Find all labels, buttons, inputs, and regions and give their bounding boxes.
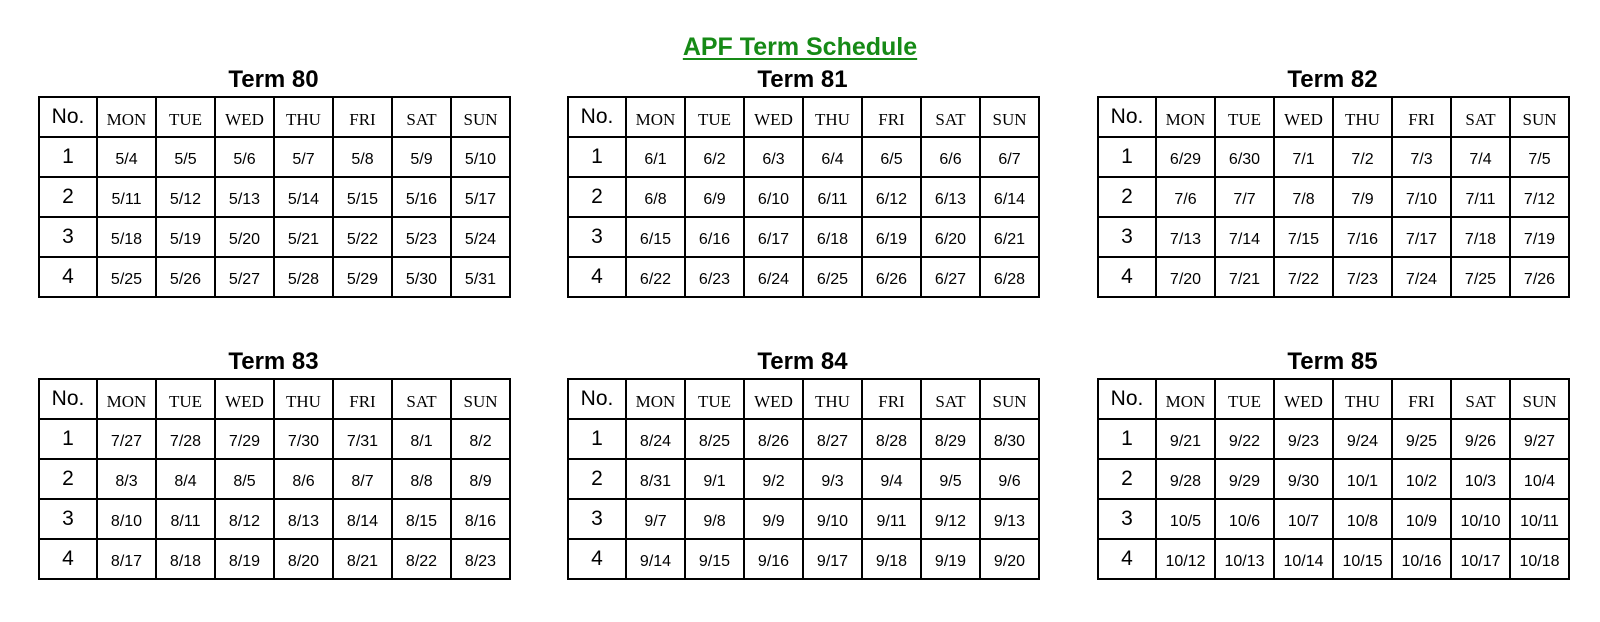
header-row: [39, 97, 510, 137]
date-cell: 6/3: [744, 137, 803, 177]
day-header: THU: [274, 379, 333, 419]
table-row: [568, 177, 1039, 217]
day-header: TUE: [156, 97, 215, 137]
date-cell: 7/20: [1156, 257, 1215, 297]
date-cell: 5/18: [97, 217, 156, 257]
date-cell: 10/10: [1451, 499, 1510, 539]
header-row: [39, 379, 510, 419]
date-cell: 9/28: [1156, 459, 1215, 499]
table-row: [1098, 539, 1569, 579]
date-cell: 9/5: [921, 459, 980, 499]
date-cell: 5/10: [451, 137, 510, 177]
row-number: 2: [568, 459, 626, 499]
date-cell: 8/21: [333, 539, 392, 579]
header-row: [568, 379, 1039, 419]
day-header: SAT: [1451, 379, 1510, 419]
row-number: 1: [1098, 419, 1156, 459]
day-header: SUN: [980, 97, 1039, 137]
date-cell: 10/15: [1333, 539, 1392, 579]
date-cell: 8/31: [626, 459, 685, 499]
date-cell: 8/8: [392, 459, 451, 499]
day-header: MON: [1156, 379, 1215, 419]
date-cell: 5/14: [274, 177, 333, 217]
date-cell: 8/10: [97, 499, 156, 539]
date-cell: 6/2: [685, 137, 744, 177]
row-number: 1: [39, 137, 97, 177]
date-cell: 9/23: [1274, 419, 1333, 459]
day-header: SUN: [451, 379, 510, 419]
date-cell: 6/14: [980, 177, 1039, 217]
no-header: No.: [1098, 97, 1156, 137]
page-title: [0, 32, 1600, 62]
date-cell: 5/23: [392, 217, 451, 257]
date-cell: 7/24: [1392, 257, 1451, 297]
date-cell: 5/5: [156, 137, 215, 177]
date-cell: 8/30: [980, 419, 1039, 459]
table-row: [1098, 137, 1569, 177]
term-table: [1097, 96, 1570, 298]
day-header: SAT: [392, 97, 451, 137]
date-cell: 10/4: [1510, 459, 1569, 499]
row-number: 4: [1098, 539, 1156, 579]
date-cell: 8/23: [451, 539, 510, 579]
table-row: [568, 217, 1039, 257]
table-row: [1098, 459, 1569, 499]
date-cell: 10/17: [1451, 539, 1510, 579]
date-cell: 9/2: [744, 459, 803, 499]
term-table: [38, 96, 511, 298]
date-cell: 9/6: [980, 459, 1039, 499]
date-cell: 7/11: [1451, 177, 1510, 217]
date-cell: 10/11: [1510, 499, 1569, 539]
term-title: Term 81: [757, 66, 848, 93]
term-title: Term 84: [757, 348, 848, 375]
day-header: FRI: [1392, 97, 1451, 137]
date-cell: 6/26: [862, 257, 921, 297]
date-cell: 9/29: [1215, 459, 1274, 499]
term-table: [567, 96, 1040, 298]
day-header: THU: [803, 97, 862, 137]
date-cell: 9/25: [1392, 419, 1451, 459]
date-cell: 8/17: [97, 539, 156, 579]
date-cell: 8/27: [803, 419, 862, 459]
table-row: [39, 539, 510, 579]
date-cell: 10/8: [1333, 499, 1392, 539]
row-number: 4: [1098, 257, 1156, 297]
no-header: No.: [568, 97, 626, 137]
day-header: SUN: [451, 97, 510, 137]
day-header: WED: [1274, 97, 1333, 137]
date-cell: 9/13: [980, 499, 1039, 539]
date-cell: 10/12: [1156, 539, 1215, 579]
date-cell: 6/13: [921, 177, 980, 217]
date-cell: 6/8: [626, 177, 685, 217]
date-cell: 6/5: [862, 137, 921, 177]
date-cell: 6/24: [744, 257, 803, 297]
date-cell: 6/6: [921, 137, 980, 177]
row-number: 3: [39, 499, 97, 539]
date-cell: 9/8: [685, 499, 744, 539]
row-number: 3: [1098, 217, 1156, 257]
date-cell: 6/4: [803, 137, 862, 177]
date-cell: 7/16: [1333, 217, 1392, 257]
date-cell: 10/18: [1510, 539, 1569, 579]
day-header: SUN: [1510, 379, 1569, 419]
date-cell: 7/15: [1274, 217, 1333, 257]
row-number: 2: [568, 177, 626, 217]
date-cell: 6/11: [803, 177, 862, 217]
date-cell: 10/6: [1215, 499, 1274, 539]
date-cell: 8/14: [333, 499, 392, 539]
day-header: SUN: [1510, 97, 1569, 137]
date-cell: 8/19: [215, 539, 274, 579]
row-number: 4: [39, 539, 97, 579]
date-cell: 10/9: [1392, 499, 1451, 539]
table-row: [39, 137, 510, 177]
term-title: Term 83: [228, 348, 319, 375]
date-cell: 8/28: [862, 419, 921, 459]
day-header: THU: [1333, 97, 1392, 137]
date-cell: 6/10: [744, 177, 803, 217]
date-cell: 8/25: [685, 419, 744, 459]
table-row: [39, 499, 510, 539]
day-header: FRI: [333, 379, 392, 419]
date-cell: 8/22: [392, 539, 451, 579]
table-row: [39, 459, 510, 499]
date-cell: 7/4: [1451, 137, 1510, 177]
date-cell: 9/22: [1215, 419, 1274, 459]
page-title-text: APF Term Schedule: [682, 33, 918, 61]
term-block: [38, 64, 509, 298]
row-number: 1: [39, 419, 97, 459]
row-number: 2: [39, 459, 97, 499]
day-header: FRI: [862, 379, 921, 419]
date-cell: 9/18: [862, 539, 921, 579]
day-header: TUE: [1215, 97, 1274, 137]
row-number: 1: [1098, 137, 1156, 177]
day-header: THU: [803, 379, 862, 419]
day-header: THU: [1333, 379, 1392, 419]
row-number: 3: [568, 217, 626, 257]
term-title: Term 82: [1287, 66, 1378, 93]
date-cell: 9/16: [744, 539, 803, 579]
day-header: MON: [1156, 97, 1215, 137]
table-row: [1098, 217, 1569, 257]
date-cell: 8/13: [274, 499, 333, 539]
date-cell: 8/18: [156, 539, 215, 579]
date-cell: 7/27: [97, 419, 156, 459]
date-cell: 5/19: [156, 217, 215, 257]
row-number: 2: [1098, 459, 1156, 499]
day-header: SAT: [392, 379, 451, 419]
date-cell: 5/29: [333, 257, 392, 297]
day-header: WED: [215, 379, 274, 419]
date-cell: 10/3: [1451, 459, 1510, 499]
date-cell: 6/1: [626, 137, 685, 177]
date-cell: 5/4: [97, 137, 156, 177]
date-cell: 7/13: [1156, 217, 1215, 257]
day-header: SAT: [921, 97, 980, 137]
date-cell: 7/14: [1215, 217, 1274, 257]
term-title: Term 80: [228, 66, 319, 93]
date-cell: 8/5: [215, 459, 274, 499]
date-cell: 6/25: [803, 257, 862, 297]
term-title: Term 85: [1287, 348, 1378, 375]
date-cell: 6/28: [980, 257, 1039, 297]
no-header: No.: [39, 379, 97, 419]
date-cell: 7/18: [1451, 217, 1510, 257]
date-cell: 5/13: [215, 177, 274, 217]
day-header: WED: [215, 97, 274, 137]
date-cell: 7/30: [274, 419, 333, 459]
date-cell: 7/10: [1392, 177, 1451, 217]
day-header: WED: [744, 97, 803, 137]
row-number: 1: [568, 419, 626, 459]
term-block: [567, 346, 1038, 580]
table-row: [568, 459, 1039, 499]
day-header: SAT: [921, 379, 980, 419]
date-cell: 7/25: [1451, 257, 1510, 297]
date-cell: 5/7: [274, 137, 333, 177]
date-cell: 9/15: [685, 539, 744, 579]
date-cell: 5/16: [392, 177, 451, 217]
date-cell: 8/11: [156, 499, 215, 539]
row-number: 4: [39, 257, 97, 297]
table-row: [1098, 499, 1569, 539]
date-cell: 6/27: [921, 257, 980, 297]
date-cell: 7/29: [215, 419, 274, 459]
date-cell: 7/22: [1274, 257, 1333, 297]
table-row: [568, 257, 1039, 297]
date-cell: 7/5: [1510, 137, 1569, 177]
day-header: MON: [97, 97, 156, 137]
date-cell: 8/2: [451, 419, 510, 459]
date-cell: 5/11: [97, 177, 156, 217]
day-header: FRI: [862, 97, 921, 137]
date-cell: 9/4: [862, 459, 921, 499]
date-cell: 8/16: [451, 499, 510, 539]
date-cell: 5/27: [215, 257, 274, 297]
date-cell: 8/29: [921, 419, 980, 459]
date-cell: 9/3: [803, 459, 862, 499]
date-cell: 6/18: [803, 217, 862, 257]
date-cell: 9/26: [1451, 419, 1510, 459]
header-row: [1098, 97, 1569, 137]
date-cell: 7/26: [1510, 257, 1569, 297]
date-cell: 8/12: [215, 499, 274, 539]
date-cell: 6/30: [1215, 137, 1274, 177]
date-cell: 8/24: [626, 419, 685, 459]
date-cell: 6/19: [862, 217, 921, 257]
date-cell: 5/21: [274, 217, 333, 257]
date-cell: 7/31: [333, 419, 392, 459]
date-cell: 7/12: [1510, 177, 1569, 217]
date-cell: 5/26: [156, 257, 215, 297]
date-cell: 8/3: [97, 459, 156, 499]
date-cell: 5/15: [333, 177, 392, 217]
date-cell: 5/22: [333, 217, 392, 257]
date-cell: 5/12: [156, 177, 215, 217]
table-row: [39, 177, 510, 217]
date-cell: 9/11: [862, 499, 921, 539]
no-header: No.: [568, 379, 626, 419]
table-row: [568, 137, 1039, 177]
term-block: [567, 64, 1038, 298]
date-cell: 8/26: [744, 419, 803, 459]
date-cell: 7/1: [1274, 137, 1333, 177]
date-cell: 9/14: [626, 539, 685, 579]
date-cell: 6/23: [685, 257, 744, 297]
date-cell: 8/7: [333, 459, 392, 499]
date-cell: 6/22: [626, 257, 685, 297]
date-cell: 10/1: [1333, 459, 1392, 499]
date-cell: 5/20: [215, 217, 274, 257]
row-number: 3: [568, 499, 626, 539]
date-cell: 10/16: [1392, 539, 1451, 579]
date-cell: 8/6: [274, 459, 333, 499]
date-cell: 7/7: [1215, 177, 1274, 217]
date-cell: 6/12: [862, 177, 921, 217]
date-cell: 10/5: [1156, 499, 1215, 539]
date-cell: 7/6: [1156, 177, 1215, 217]
date-cell: 7/19: [1510, 217, 1569, 257]
header-row: [568, 97, 1039, 137]
date-cell: 9/30: [1274, 459, 1333, 499]
date-cell: 5/9: [392, 137, 451, 177]
day-header: TUE: [685, 379, 744, 419]
date-cell: 5/31: [451, 257, 510, 297]
table-row: [39, 419, 510, 459]
date-cell: 5/30: [392, 257, 451, 297]
date-cell: 9/12: [921, 499, 980, 539]
date-cell: 8/4: [156, 459, 215, 499]
term-block: [1097, 64, 1568, 298]
row-number: 4: [568, 539, 626, 579]
table-row: [39, 217, 510, 257]
day-header: MON: [97, 379, 156, 419]
date-cell: 6/7: [980, 137, 1039, 177]
date-cell: 8/1: [392, 419, 451, 459]
date-cell: 6/15: [626, 217, 685, 257]
date-cell: 7/17: [1392, 217, 1451, 257]
table-row: [1098, 177, 1569, 217]
date-cell: 7/8: [1274, 177, 1333, 217]
term-table: [1097, 378, 1570, 580]
term-block: [38, 346, 509, 580]
date-cell: 10/14: [1274, 539, 1333, 579]
date-cell: 5/24: [451, 217, 510, 257]
date-cell: 7/23: [1333, 257, 1392, 297]
day-header: MON: [626, 379, 685, 419]
date-cell: 5/25: [97, 257, 156, 297]
date-cell: 10/7: [1274, 499, 1333, 539]
date-cell: 6/17: [744, 217, 803, 257]
day-header: TUE: [156, 379, 215, 419]
date-cell: 5/28: [274, 257, 333, 297]
date-cell: 9/9: [744, 499, 803, 539]
term-table: [38, 378, 511, 580]
table-row: [568, 499, 1039, 539]
date-cell: 9/1: [685, 459, 744, 499]
date-cell: 9/19: [921, 539, 980, 579]
date-cell: 6/29: [1156, 137, 1215, 177]
header-row: [1098, 379, 1569, 419]
day-header: SUN: [980, 379, 1039, 419]
date-cell: 6/21: [980, 217, 1039, 257]
row-number: 2: [39, 177, 97, 217]
no-header: No.: [1098, 379, 1156, 419]
date-cell: 6/20: [921, 217, 980, 257]
day-header: THU: [274, 97, 333, 137]
no-header: No.: [39, 97, 97, 137]
date-cell: 6/16: [685, 217, 744, 257]
date-cell: 8/9: [451, 459, 510, 499]
date-cell: 7/21: [1215, 257, 1274, 297]
date-cell: 9/7: [626, 499, 685, 539]
date-cell: 5/6: [215, 137, 274, 177]
term-table: [567, 378, 1040, 580]
date-cell: 9/17: [803, 539, 862, 579]
date-cell: 10/13: [1215, 539, 1274, 579]
row-number: 4: [568, 257, 626, 297]
day-header: FRI: [1392, 379, 1451, 419]
date-cell: 7/28: [156, 419, 215, 459]
date-cell: 7/3: [1392, 137, 1451, 177]
day-header: MON: [626, 97, 685, 137]
date-cell: 5/17: [451, 177, 510, 217]
date-cell: 8/15: [392, 499, 451, 539]
day-header: WED: [1274, 379, 1333, 419]
date-cell: 7/9: [1333, 177, 1392, 217]
day-header: SAT: [1451, 97, 1510, 137]
day-header: FRI: [333, 97, 392, 137]
date-cell: 9/24: [1333, 419, 1392, 459]
row-number: 3: [1098, 499, 1156, 539]
table-row: [568, 419, 1039, 459]
row-number: 2: [1098, 177, 1156, 217]
table-row: [39, 257, 510, 297]
date-cell: 7/2: [1333, 137, 1392, 177]
table-row: [568, 539, 1039, 579]
row-number: 1: [568, 137, 626, 177]
date-cell: 9/21: [1156, 419, 1215, 459]
date-cell: 8/20: [274, 539, 333, 579]
term-block: [1097, 346, 1568, 580]
table-row: [1098, 419, 1569, 459]
date-cell: 5/8: [333, 137, 392, 177]
row-number: 3: [39, 217, 97, 257]
date-cell: 9/10: [803, 499, 862, 539]
date-cell: 9/20: [980, 539, 1039, 579]
table-row: [1098, 257, 1569, 297]
day-header: TUE: [1215, 379, 1274, 419]
date-cell: 10/2: [1392, 459, 1451, 499]
date-cell: 6/9: [685, 177, 744, 217]
day-header: TUE: [685, 97, 744, 137]
day-header: WED: [744, 379, 803, 419]
date-cell: 9/27: [1510, 419, 1569, 459]
